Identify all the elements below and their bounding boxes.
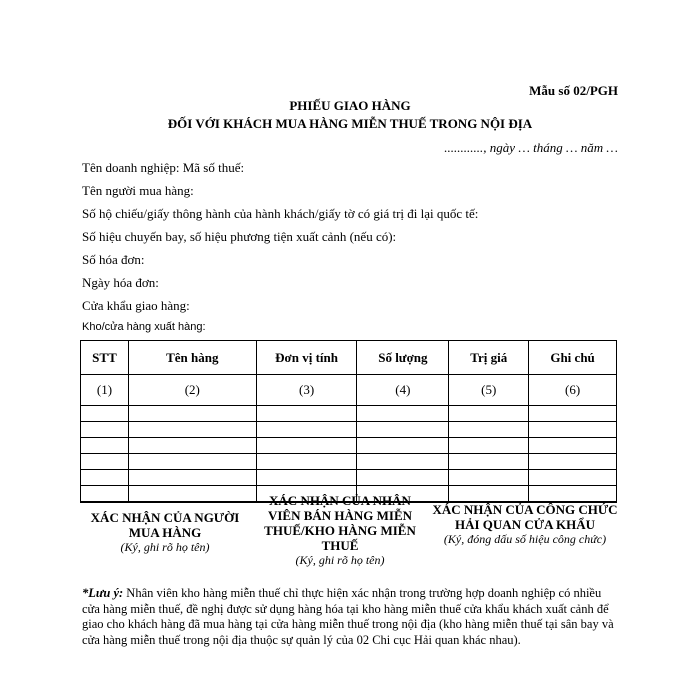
table-cell [81,438,129,454]
col-number: (1) [81,375,129,406]
field-company: Tên doanh nghiệp: Mã số thuế: [82,160,245,175]
signature-customs-title: XÁC NHẬN CỦA CÔNG CHỨC HẢI QUAN CỬA KHẨU [432,502,618,532]
signature-buyer-subtitle: (Ký, ghi rõ họ tên) [120,540,210,554]
field-invoice-date: Ngày hóa đơn: [82,275,159,290]
table-row [81,438,617,454]
col-header-quantity: Số lượng [357,341,449,375]
table-cell [128,470,256,486]
table-cell [128,454,256,470]
table-row [81,470,617,486]
table-cell [449,486,529,503]
col-header-unit: Đơn vị tính [256,341,357,375]
note-text: Nhân viên kho hàng miễn thuế chỉ thực hiện xác nhận trong trường hợp doanh nghiệp có nhiều cửa hàng miễn thuế, đề nghị được sử dụng hàng hóa tại kho hàng miễn thuế cửa khẩu khách xuất cảnh để giao cho khách hàng đã mua hàng tại cửa hàng miễn thuế trong nội địa (kho hàng miễn thuế tại sân bay và cửa hàng miễn thuế trong nội địa thuộc sự quản lý của 02 Chi cục Hải quan khác nhau). [82,586,614,647]
col-number: (2) [128,375,256,406]
table-cell [128,422,256,438]
field-invoice-number: Số hóa đơn: [82,252,145,267]
table-cell [529,486,617,503]
table-cell [449,406,529,422]
col-number: (3) [256,375,357,406]
table-number-row [81,375,617,406]
table-cell [529,438,617,454]
signature-seller-subtitle: (Ký, ghi rõ họ tên) [295,553,385,567]
table-row [81,422,617,438]
table-cell [256,406,357,422]
table-cell [81,422,129,438]
table-cell [529,406,617,422]
table-cell [128,406,256,422]
table-cell [357,454,449,470]
table-header-row [81,341,617,375]
col-header-value: Trị giá [449,341,529,375]
table-cell [81,486,129,503]
table-cell [357,406,449,422]
field-delivery-gate: Cửa khẩu giao hàng: [82,298,190,313]
table-cell [449,422,529,438]
table-cell [256,454,357,470]
note-paragraph [82,586,618,648]
table-cell [256,422,357,438]
signature-buyer-title: XÁC NHẬN CỦA NGƯỜI MUA HÀNG [90,510,240,540]
table-cell [128,438,256,454]
field-warehouse: Kho/cửa hàng xuất hàng: [82,321,206,333]
table-cell [449,454,529,470]
field-buyer-name: Tên người mua hàng: [82,183,194,198]
table-cell [529,454,617,470]
table-cell [256,438,357,454]
col-header-stt: STT [81,341,129,375]
table-cell [128,486,256,503]
table-cell [449,470,529,486]
signature-buyer [80,510,250,555]
table-cell [529,470,617,486]
table-cell [256,470,357,486]
table-cell [449,438,529,454]
form-code: Mẫu số 02/PGH [529,83,618,98]
form-subtitle: ĐỐI VỚI KHÁCH MUA HÀNG MIỄN THUẾ TRONG NỘI ĐỊA [167,116,533,131]
field-flight-number: Số hiệu chuyến bay, số hiệu phương tiện xuất cảnh (nếu có): [82,229,397,244]
signature-seller-title: XÁC NHẬN CỦA NHÂN VIÊN BÁN HÀNG MIỄN THUẾ/KHO HÀNG MIỄN THUẾ [264,493,416,553]
table-cell [81,406,129,422]
signature-customs-subtitle: (Ký, đóng dấu số hiệu công chức) [443,532,607,546]
table-cell [357,470,449,486]
col-header-note: Ghi chú [529,341,617,375]
col-number: (5) [449,375,529,406]
table-cell [81,454,129,470]
table-cell [357,438,449,454]
date-line: ............, ngày … tháng … năm … [444,140,618,155]
table-row [81,406,617,422]
signature-customs [430,502,620,547]
form-title: PHIẾU GIAO HÀNG [289,98,411,113]
table-cell [81,470,129,486]
goods-table [80,340,617,503]
field-passport: Số hộ chiếu/giấy thông hành của hành khách/giấy tờ có giá trị đi lại quốc tế: [82,206,479,221]
col-number: (6) [529,375,617,406]
table-cell [529,422,617,438]
note-label: *Lưu ý: [82,586,124,600]
col-header-item-name: Tên hàng [128,341,256,375]
table-row [81,454,617,470]
col-number: (4) [357,375,449,406]
signature-seller [255,493,425,568]
table-cell [357,422,449,438]
